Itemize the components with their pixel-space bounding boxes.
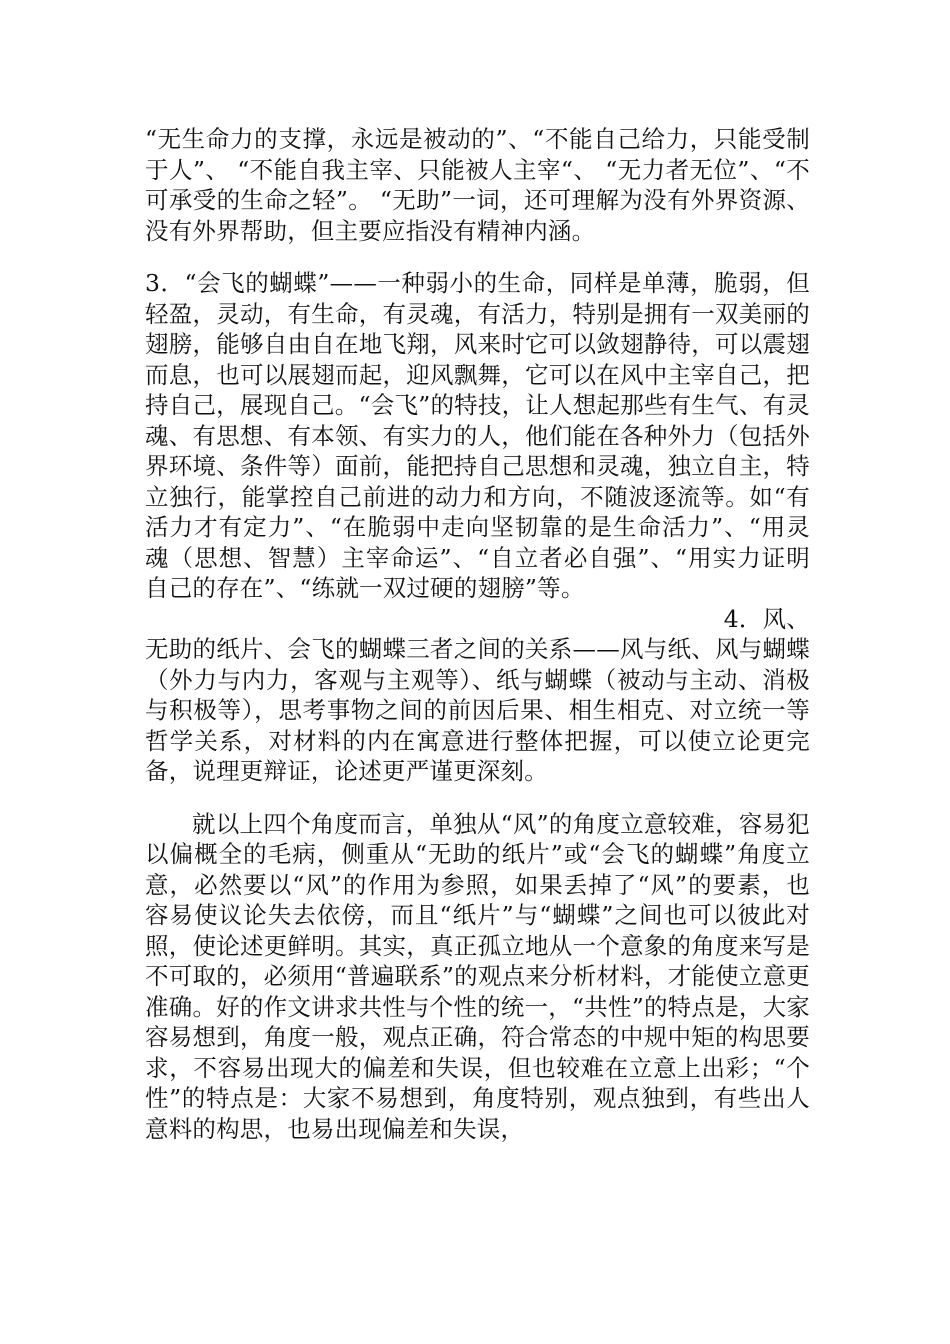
paragraph-point-4-heading: 4．风、 — [723, 604, 810, 633]
paragraph-gap — [145, 787, 810, 809]
paragraph-powerless-paper: “无生命力的支撑，永远是被动的”、“不能自己给力，只能受制于人”、 “不能自我主宰、只能被人主宰“、 “无力者无位”、“不可承受的生命之轻”。 “无助”一词，还可理解为没有外界资源、没有外界帮助，但主要应指没有精神内涵。 — [145, 125, 810, 245]
paragraph-flying-butterfly: 3．“会飞的蝴蝶”——一种弱小的生命，同样是单薄，脆弱，但轻盈，灵动，有生命，有灵魂，有活力，特别是拥有一双美丽的翅膀，能够自由自在地飞翔，风来时它可以敛翅静待，可以震翅而息，也可以展翅而起，迎风飘舞，它可以在风中主宰自己，把持自己，展现自己。“会飞”的特技，让人想起那些有生气、有灵魂、有思想、有本领、有实力的人，他们能在各种外力（包括外界环境、条件等）面前，能把持自己思想和灵魂，独立自主，特立独行，能掌控自己前进的动力和方向，不随波逐流等。如“有活力才有定力”、“在脆弱中走向坚韧靠的是生命活力”、“用灵魂（思想、智慧）主宰命运”、“自立者必自强”、“用实力证明自己的存在”、“练就一双过硬的翅膀”等。 — [145, 269, 810, 602]
document-page — [145, 124, 810, 1144]
paragraph-relationship: 无助的纸片、会飞的蝴蝶三者之间的关系——风与纸、风与蝴蝶（外力与内力，客观与主观等）、纸与蝴蝶（被动与主动、消极与积极等），思考事物之间的前因后果、相生相克、对立统一等哲学关系，对材料的内在寓意进行整体把握，可以使立论更完备，说理更辩证，论述更严谨更深刻。 — [145, 635, 810, 785]
paragraph-summary: 就以上四个角度而言，单独从“风”的角度立意较难，容易犯以偏概全的毛病，侧重从“无助的纸片”或“会飞的蝴蝶”角度立意，必然要以“风”的作用为参照，如果丢掉了“风”的要素，也容易使议论失去依傍，而且“纸片”与“蝴蝶”之间也可以彼此对照，使论述更鲜明。其实，真正孤立地从一个意象的角度来写是不可取的，必须用“普遍联系”的观点来分析材料，才能使立意更准确。好的作文讲求共性与个性的统一，“共性”的特点是，大家容易想到，角度一般，观点正确，符合常态的中规中矩的构思要求，不容易出现大的偏差和失误，但也较难在立意上出彩；“个性”的特点是：大家不易想到，角度特别，观点独到，有些出人意料的构思，也易出现偏差和失误， — [145, 809, 810, 1143]
paragraph-gap — [145, 246, 810, 268]
